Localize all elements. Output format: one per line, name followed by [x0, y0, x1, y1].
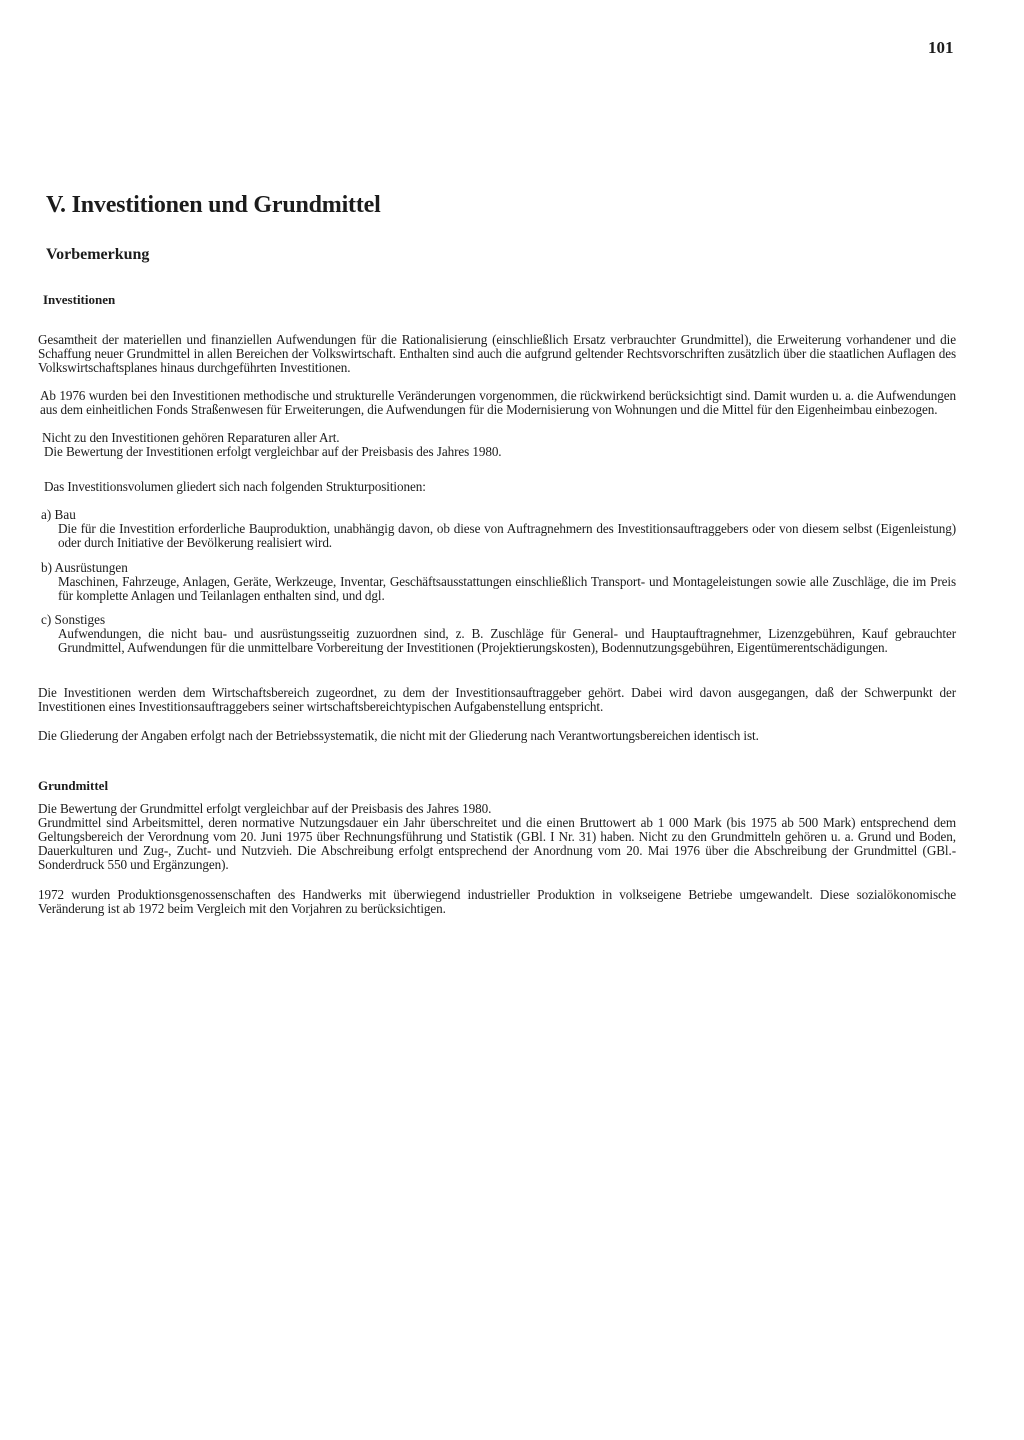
section-subtitle: Vorbemerkung: [46, 246, 150, 263]
list-item-b-text: Maschinen, Fahrzeuge, Anlagen, Geräte, Werkzeuge, Inventar, Geschäftsausstattungen einschließlich Transport- und Montageleistungen sowie alle Zuschläge, die im Preis für komplette Anlagen und Teilanlagen enthalten sind, und dgl.: [58, 574, 956, 603]
investitionen-paragraph-7: Die Gliederung der Angaben erfolgt nach der Betriebssystematik, die nicht mit der Gliederung nach Verantwortungsbereichen identisch ist.: [38, 728, 759, 743]
list-item-c-text: Aufwendungen, die nicht bau- und ausrüstungsseitig zuzuordnen sind, z. B. Zuschläge für General- und Hauptauftragnehmer, Lizenzgebühren, Kauf gebrauchter Grundmittel, Aufwendungen für die unmittelbare Vorbereitung der Investitionen (Projektierungskosten), Bodennutzungsgebühren, Eigentümerentschädigungen.: [58, 626, 956, 655]
grundmittel-paragraph-1: Die Bewertung der Grundmittel erfolgt vergleichbar auf der Preisbasis des Jahres 1980.: [38, 801, 492, 816]
grundmittel-paragraph-3: 1972 wurden Produktionsgenossenschaften des Handwerks mit überwiegend industrieller Produktion in volkseigene Betriebe umgewandelt. Diese sozialökonomische Veränderung ist ab 1972 beim Vergleich mit den Vorjahren zu berücksichtigen.: [38, 887, 956, 916]
list-item-b-label: b) Ausrüstungen: [41, 560, 128, 575]
investitionen-paragraph-1: Gesamtheit der materiellen und finanziellen Aufwendungen für die Rationalisierung (einschließlich Ersatz verbrauchter Grundmittel), die Erweiterung vorhandener und die Schaffung neuer Grundmittel in allen Bereichen der Volkswirtschaft. Enthalten sind auch die aufgrund geltender Rechtsvorschriften zusätzlich über die staatlichen Auflagen des Volkswirtschaftsplanes hinaus durchgeführten Investitionen.: [38, 332, 956, 375]
chapter-title: V. Investitionen und Grundmittel: [46, 192, 381, 218]
page-number: 101: [928, 38, 954, 57]
list-item-c-label: c) Sonstiges: [41, 612, 106, 627]
investitionen-paragraph-5: Das Investitionsvolumen gliedert sich nach folgenden Strukturpositionen:: [44, 479, 426, 494]
list-item-a-text: Die für die Investition erforderliche Bauproduktion, unabhängig davon, ob diese von Auftragnehmern des Investitionsauftraggebers oder von diesem selbst (Eigenleistung) oder durch Initiative der Bevölkerung realisiert wird.: [58, 521, 956, 550]
grundmittel-heading: Grundmittel: [38, 778, 109, 793]
investitionen-heading: Investitionen: [43, 292, 116, 307]
investitionen-paragraph-3: Nicht zu den Investitionen gehören Reparaturen aller Art.: [42, 430, 340, 445]
investitionen-paragraph-4: Die Bewertung der Investitionen erfolgt vergleichbar auf der Preisbasis des Jahres 1980.: [44, 444, 502, 459]
grundmittel-paragraph-2: Grundmittel sind Arbeitsmittel, deren normative Nutzungsdauer ein Jahr überschreitet und die einen Bruttowert ab 1 000 Mark (bis 1975 ab 500 Mark) entsprechend dem Geltungsbereich der Verordnung vom 20. Juni 1975 über Rechnungsführung und Statistik (GBl. I Nr. 31) haben. Nicht zu den Grundmitteln gehören u. a. Grund und Boden, Dauerkulturen und Zug-, Zucht- und Nutzvieh. Die Abschreibung erfolgt entsprechend der Anordnung vom 20. Mai 1976 über die Abschreibung der Grundmittel (GBl.-Sonderdruck 550 und Ergänzungen).: [38, 815, 956, 872]
investitionen-paragraph-6: Die Investitionen werden dem Wirtschaftsbereich zugeordnet, zu dem der Investitionsauftraggeber gehört. Dabei wird davon ausgegangen, daß der Schwerpunkt der Investitionen eines Investitionsauftraggebers seiner wirtschaftsbereichtypischen Aufgabenstellung entspricht.: [38, 685, 956, 714]
list-item-a-label: a) Bau: [41, 507, 76, 522]
investitionen-paragraph-2: Ab 1976 wurden bei den Investitionen methodische und strukturelle Veränderungen vorgenommen, die rückwirkend berücksichtigt sind. Damit wurden u. a. die Aufwendungen aus dem einheitlichen Fonds Straßenwesen für Erweiterungen, die Aufwendungen für die Modernisierung von Wohnungen und die Mittel für den Eigenheimbau einbezogen.: [40, 388, 956, 417]
